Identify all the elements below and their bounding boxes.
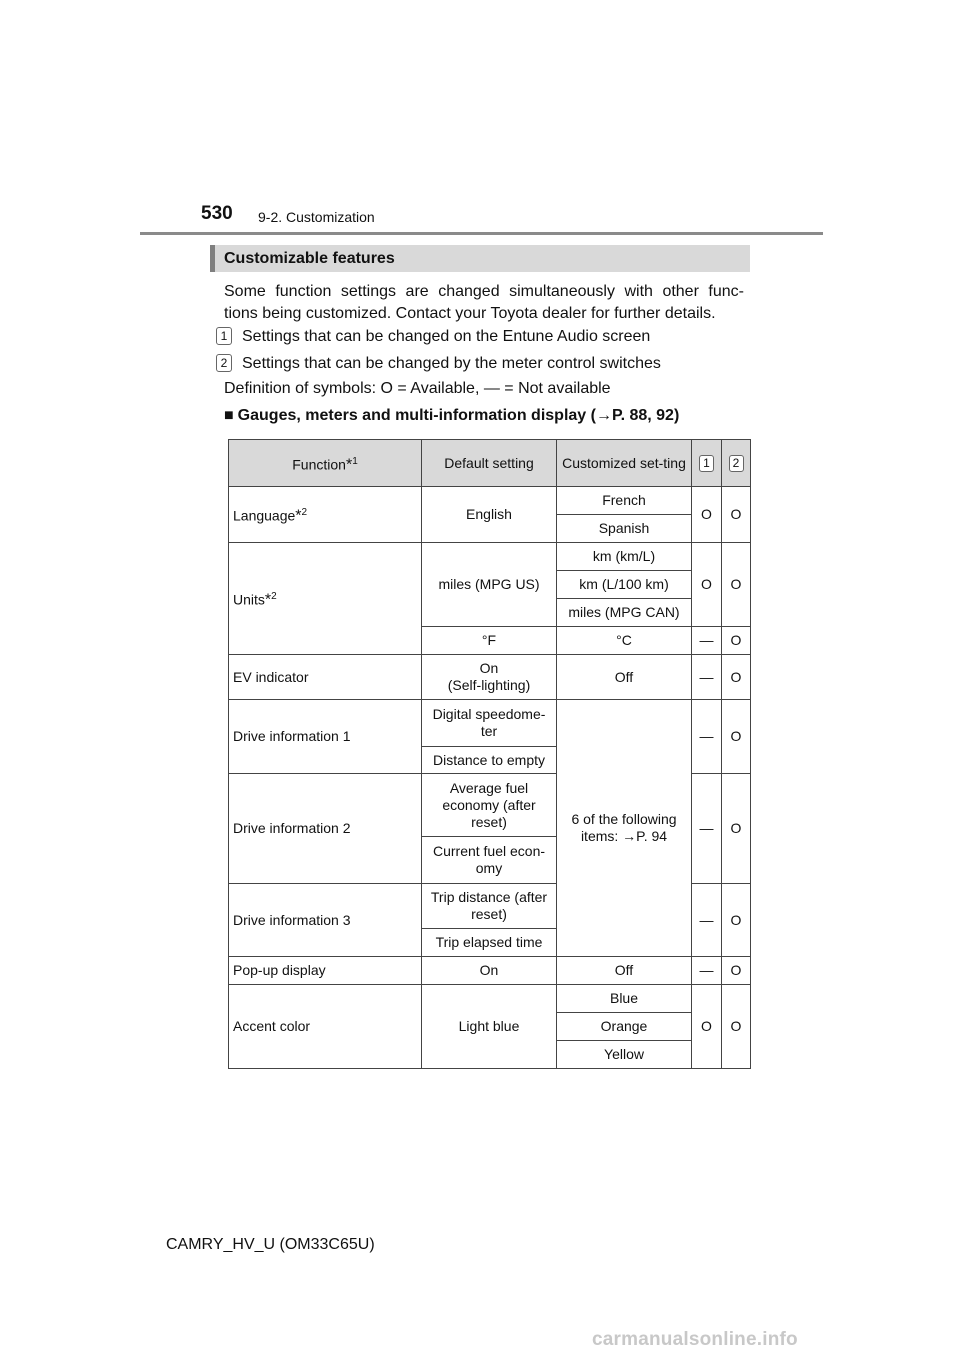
default-cell: miles (MPG US) bbox=[422, 543, 557, 627]
col2-cell: O bbox=[722, 884, 751, 957]
table-header-row bbox=[229, 440, 751, 487]
header-default-setting: Default setting bbox=[422, 440, 557, 487]
col2-cell: O bbox=[722, 700, 751, 774]
legend-item-1 bbox=[216, 327, 650, 347]
function-cell: Pop-up display bbox=[229, 957, 422, 985]
default-cell: Digital speedome-ter bbox=[422, 700, 557, 747]
header-function: Function*$^1$ bbox=[229, 440, 422, 487]
option-cell: French bbox=[557, 487, 692, 515]
intro-line-1: Some function settings are changed simultaneously with other func- bbox=[224, 283, 744, 300]
function-cell: Language*$^2$ bbox=[229, 487, 422, 543]
footer-model-code: CAMRY_HV_U (OM33C65U) bbox=[166, 1236, 375, 1253]
default-cell: Light blue bbox=[422, 985, 557, 1069]
default-cell: Current fuel econ-omy bbox=[422, 837, 557, 884]
col2-cell: O bbox=[722, 985, 751, 1069]
option-cell: °C bbox=[557, 627, 692, 655]
legend-text-2: Settings that can be changed by the meter control switches bbox=[242, 355, 661, 372]
table-row bbox=[229, 655, 751, 700]
col1-cell: — bbox=[692, 774, 722, 884]
table-row bbox=[229, 985, 751, 1013]
customization-table bbox=[228, 439, 751, 1069]
table-row bbox=[229, 700, 751, 747]
circled-number-2-icon: 2 bbox=[729, 455, 744, 472]
col1-cell: O bbox=[692, 543, 722, 627]
circled-number-1-icon: 1 bbox=[216, 327, 232, 345]
symbol-definition: Definition of symbols: O = Available, — = Not available bbox=[224, 380, 611, 397]
option-cell: Blue bbox=[557, 985, 692, 1013]
option-cell: km (km/L) bbox=[557, 543, 692, 571]
default-cell: Distance to empty bbox=[422, 747, 557, 774]
option-cell: Orange bbox=[557, 1013, 692, 1041]
col2-cell: O bbox=[722, 627, 751, 655]
function-cell: Drive information 1 bbox=[229, 700, 422, 774]
col1-cell: — bbox=[692, 884, 722, 957]
default-cell: Trip distance (after reset) bbox=[422, 884, 557, 929]
col1-cell: — bbox=[692, 957, 722, 985]
col2-cell: O bbox=[722, 774, 751, 884]
col1-cell: O bbox=[692, 985, 722, 1069]
option-cell: Yellow bbox=[557, 1041, 692, 1069]
function-cell: Accent color bbox=[229, 985, 422, 1069]
function-cell: Drive information 2 bbox=[229, 774, 422, 884]
option-cell: 6 of the following items: →P. 94 bbox=[557, 700, 692, 957]
function-cell: EV indicator bbox=[229, 655, 422, 700]
table-row bbox=[229, 957, 751, 985]
default-cell: Average fuel economy (after reset) bbox=[422, 774, 557, 837]
table-row bbox=[229, 543, 751, 571]
circled-number-1-icon: 1 bbox=[699, 455, 714, 472]
option-cell: miles (MPG CAN) bbox=[557, 599, 692, 627]
col2-cell: O bbox=[722, 487, 751, 543]
function-cell: Drive information 3 bbox=[229, 884, 422, 957]
intro-line-2: tions being customized. Contact your Toyota dealer for further details. bbox=[224, 305, 716, 322]
col1-cell: — bbox=[692, 655, 722, 700]
option-cell: Spanish bbox=[557, 515, 692, 543]
default-cell: °F bbox=[422, 627, 557, 655]
watermark: carmanualsonline.info bbox=[592, 1329, 798, 1350]
header-col-2 bbox=[722, 440, 751, 487]
table-row bbox=[229, 487, 751, 515]
col2-cell: O bbox=[722, 543, 751, 627]
legend-item-2 bbox=[216, 354, 661, 374]
col1-cell: — bbox=[692, 627, 722, 655]
option-cell: km (L/100 km) bbox=[557, 571, 692, 599]
square-bullet-icon: ■ bbox=[224, 407, 234, 424]
section-title: 9-2. Customization bbox=[258, 209, 375, 225]
legend-text-1: Settings that can be changed on the Entune Audio screen bbox=[242, 328, 651, 345]
col2-cell: O bbox=[722, 655, 751, 700]
col1-cell: — bbox=[692, 700, 722, 774]
header-rule bbox=[140, 232, 823, 235]
gauges-subheading-text: Gauges, meters and multi-information display (→P. 88, 92) bbox=[237, 407, 680, 424]
default-cell: On (Self-lighting) bbox=[422, 655, 557, 700]
page-number: 530 bbox=[201, 203, 233, 224]
circled-number-2-icon: 2 bbox=[216, 354, 232, 372]
col2-cell: O bbox=[722, 957, 751, 985]
option-cell: Off bbox=[557, 957, 692, 985]
gauges-subheading bbox=[224, 407, 679, 425]
default-cell: On bbox=[422, 957, 557, 985]
header-col-1 bbox=[692, 440, 722, 487]
header-customized-setting: Customized set-ting bbox=[557, 440, 692, 487]
col1-cell: O bbox=[692, 487, 722, 543]
default-cell: English bbox=[422, 487, 557, 543]
customizable-features-header: Customizable features bbox=[210, 245, 750, 272]
option-cell: Off bbox=[557, 655, 692, 700]
default-cell: Trip elapsed time bbox=[422, 929, 557, 957]
function-cell: Units*$^2$ bbox=[229, 543, 422, 655]
